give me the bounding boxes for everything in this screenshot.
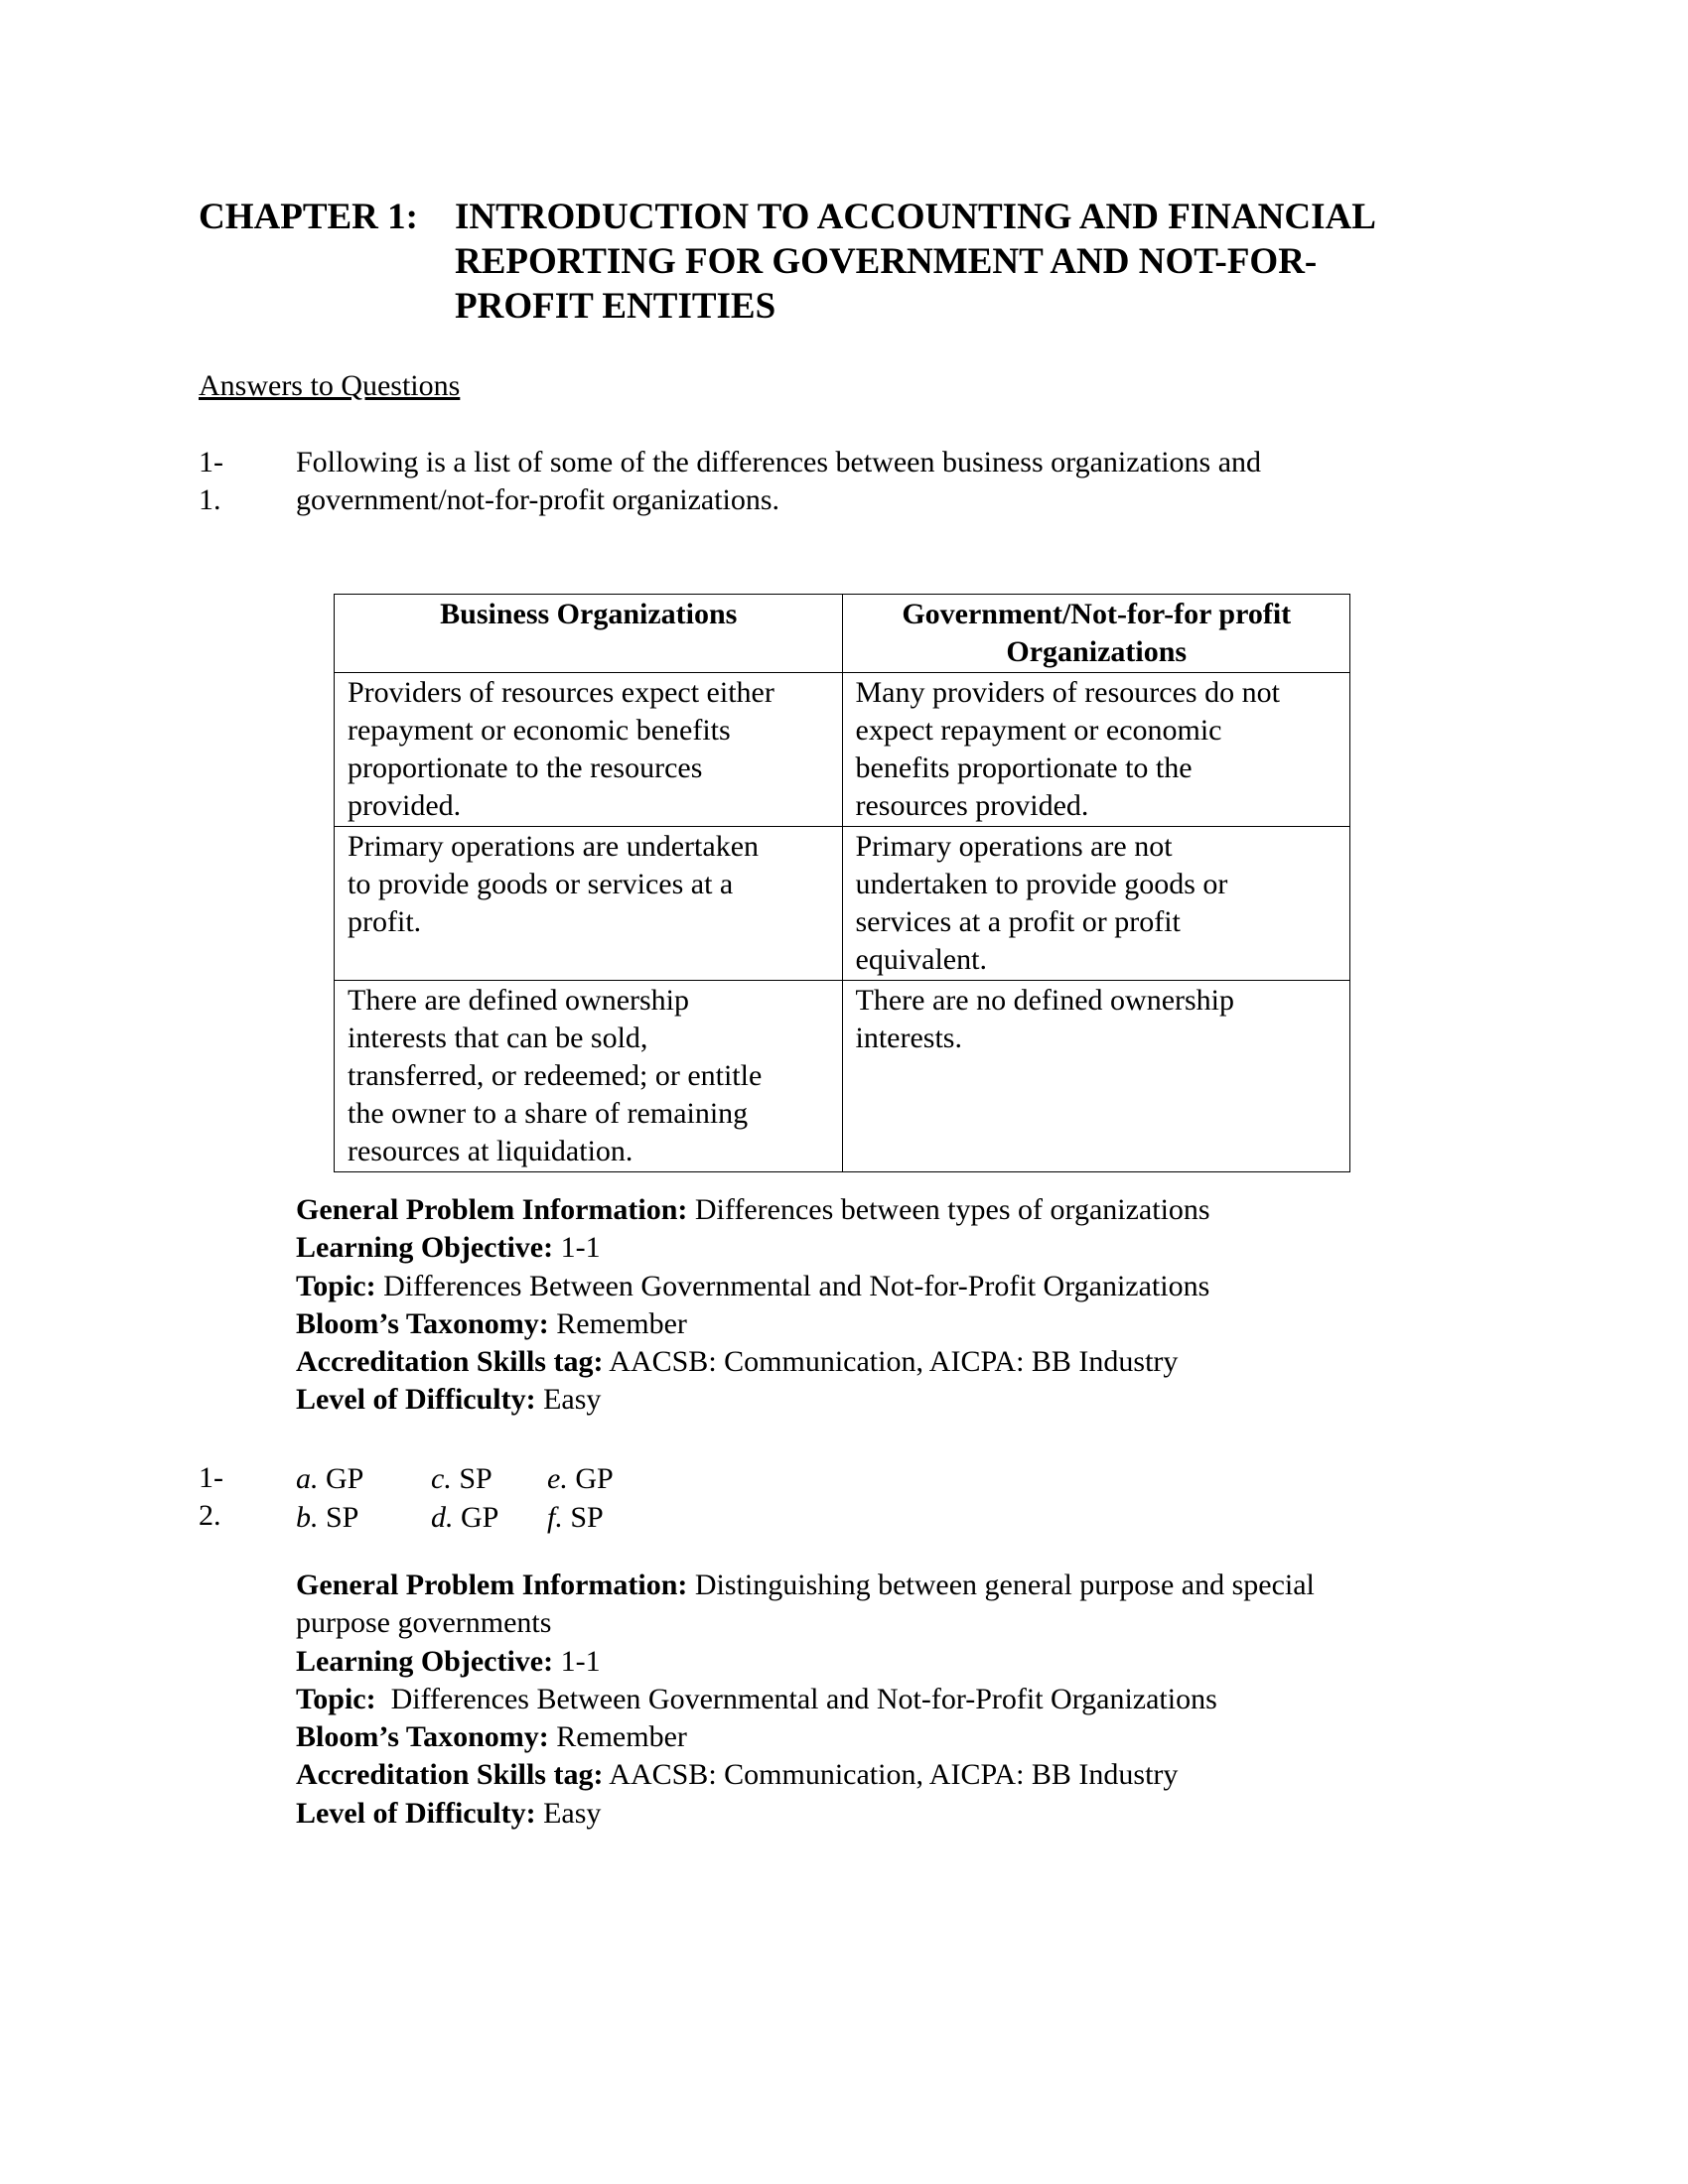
- cell-line: to provide goods or services at a: [348, 868, 734, 900]
- section-heading: Answers to Questions: [199, 369, 461, 402]
- info-general-problem: General Problem Information: Differences between types of organizations: [296, 1193, 1210, 1226]
- table-row: [335, 981, 1350, 1172]
- question-text: [296, 444, 1587, 519]
- cell-line: proportionate to the resources: [348, 751, 703, 784]
- info-learning-objective: Learning Objective: 1-1: [296, 1644, 601, 1678]
- cell-line: transferred, or redeemed; or entitle: [348, 1059, 763, 1092]
- table-cell-government: [842, 981, 1350, 1172]
- answer-item: d. GP: [431, 1501, 499, 1534]
- table-cell-business: [335, 981, 843, 1172]
- cell-line: profit.: [348, 905, 422, 938]
- table-row: [335, 827, 1350, 981]
- cell-line: interests.: [855, 1022, 962, 1054]
- table-cell-business: [335, 827, 843, 981]
- cell-line: equivalent.: [855, 943, 987, 976]
- chapter-title: [455, 195, 1646, 329]
- table-row: [335, 673, 1350, 827]
- cell-line: undertaken to provide goods or: [855, 868, 1228, 900]
- cell-line: There are no defined ownership: [855, 984, 1235, 1017]
- chapter-title-line: INTRODUCTION TO ACCOUNTING AND FINANCIAL: [455, 197, 1376, 237]
- table-cell-business: [335, 673, 843, 827]
- cell-line: Providers of resources expect either: [348, 676, 774, 709]
- info-general-problem: General Problem Information: Distinguishing between general purpose and special: [296, 1569, 1315, 1601]
- chapter-title-line: PROFIT ENTITIES: [455, 286, 776, 327]
- table-cell-government: [842, 673, 1350, 827]
- info-accreditation: Accreditation Skills tag: AACSB: Communication, AICPA: BB Industry: [296, 1345, 1179, 1379]
- cell-line: services at a profit or profit: [855, 905, 1181, 938]
- chapter-label: CHAPTER 1:: [199, 197, 418, 237]
- cell-line: interests that can be sold,: [348, 1022, 648, 1054]
- question-number: 1-2.: [199, 1461, 223, 1532]
- answer-item: a. GP: [296, 1462, 364, 1495]
- info-general-problem-cont: purpose governments: [296, 1606, 552, 1640]
- info-blooms-taxonomy: Bloom’s Taxonomy: Remember: [296, 1306, 687, 1340]
- table-header-row: [335, 595, 1350, 673]
- info-difficulty: Level of Difficulty: Easy: [296, 1383, 602, 1417]
- cell-line: Primary operations are not: [855, 830, 1173, 863]
- cell-line: expect repayment or economic: [855, 714, 1222, 747]
- cell-line: provided.: [348, 789, 462, 822]
- chapter-title-line: REPORTING FOR GOVERNMENT AND NOT-FOR-: [455, 241, 1318, 282]
- answer-item: c. SP: [431, 1462, 492, 1495]
- comparison-table: [334, 594, 1350, 1172]
- problem-info-1-1: [296, 1191, 1210, 1420]
- answer-item: b. SP: [296, 1501, 359, 1534]
- cell-line: Primary operations are undertaken: [348, 830, 760, 863]
- table-header-business: Business Organizations: [335, 595, 843, 673]
- answer-item: e. GP: [547, 1462, 614, 1495]
- table-header-government: Government/Not-for-for profit Organizations: [842, 595, 1350, 673]
- question-text-line: government/not-for-profit organizations.: [296, 483, 780, 516]
- cell-line: resources at liquidation.: [348, 1135, 633, 1167]
- problem-info-1-2: [296, 1567, 1315, 1833]
- cell-line: repayment or economic benefits: [348, 714, 731, 747]
- cell-line: the owner to a share of remaining: [348, 1097, 749, 1130]
- cell-line: Many providers of resources do not: [855, 676, 1280, 709]
- answer-item: f. SP: [547, 1501, 604, 1534]
- info-topic: Topic: Differences Between Governmental and Not-for-Profit Organizations: [296, 1269, 1210, 1302]
- info-blooms-taxonomy: Bloom’s Taxonomy: Remember: [296, 1720, 687, 1754]
- question-number: 1-1.: [199, 446, 223, 516]
- cell-line: benefits proportionate to the: [855, 751, 1193, 784]
- info-accreditation: Accreditation Skills tag: AACSB: Communication, AICPA: BB Industry: [296, 1758, 1179, 1792]
- info-learning-objective: Learning Objective: 1-1: [296, 1231, 601, 1265]
- cell-line: There are defined ownership: [348, 984, 690, 1017]
- cell-line: resources provided.: [855, 789, 1089, 822]
- info-difficulty: Level of Difficulty: Easy: [296, 1796, 602, 1830]
- question-text-line: Following is a list of some of the differences between business organizations and: [296, 446, 1262, 478]
- table-cell-government: [842, 827, 1350, 981]
- info-topic: Topic: Differences Between Governmental and Not-for-Profit Organizations: [296, 1682, 1217, 1715]
